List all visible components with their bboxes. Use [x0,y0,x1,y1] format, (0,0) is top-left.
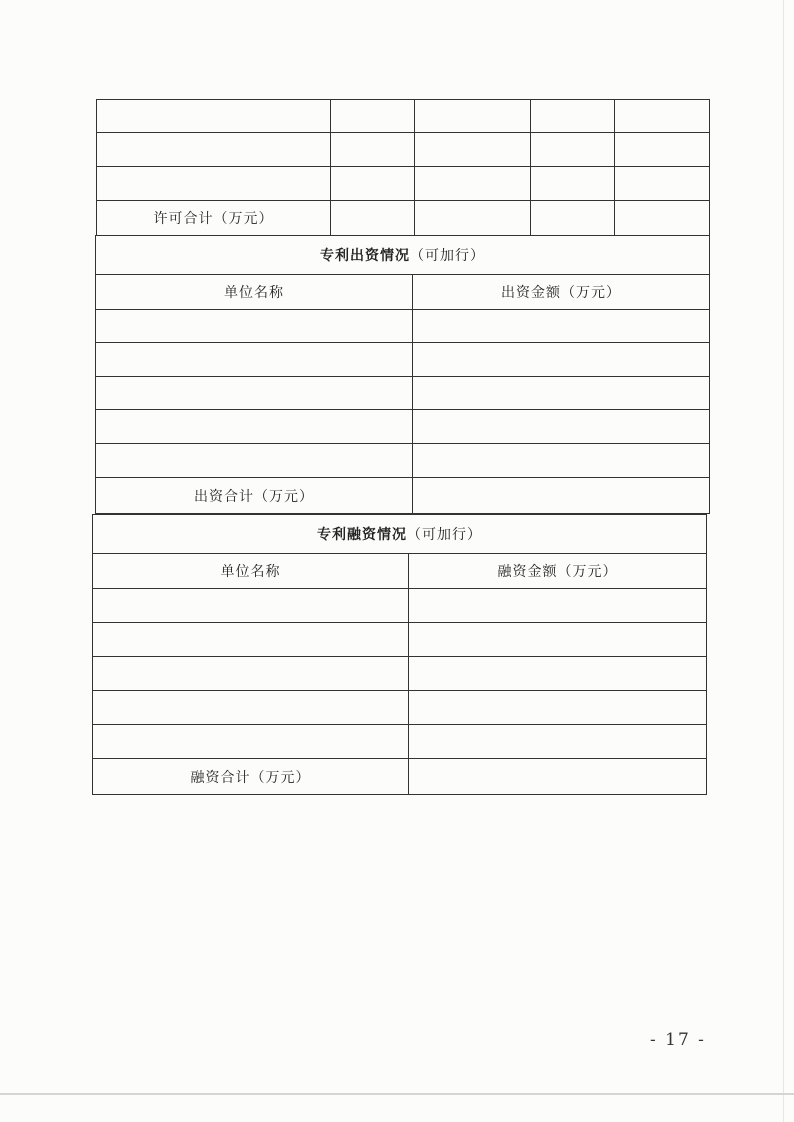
license-total-cell[interactable] [415,201,531,236]
license-cell[interactable] [331,100,415,133]
license-table [96,99,710,236]
financing-total-row [93,759,707,795]
financing-amount-cell[interactable] [409,623,707,657]
license-cell[interactable] [531,133,615,167]
license-cell[interactable] [615,100,710,133]
investment-row [96,377,710,410]
financing-unit-cell[interactable] [93,725,409,759]
license-cell[interactable] [331,133,415,167]
license-cell[interactable] [415,133,531,167]
investment-header-row [96,275,710,310]
investment-unit-cell[interactable] [96,343,413,377]
license-row [97,167,710,201]
license-total-cell[interactable] [331,201,415,236]
financing-amount-cell[interactable] [409,657,707,691]
financing-unit-cell[interactable] [93,589,409,623]
investment-section-title [96,236,710,275]
financing-row [93,589,707,623]
license-cell[interactable] [415,167,531,201]
financing-unit-cell[interactable] [93,623,409,657]
financing-row [93,725,707,759]
financing-amount-cell[interactable] [409,725,707,759]
investment-total-row [96,478,710,514]
license-cell[interactable] [615,133,710,167]
license-cell[interactable] [97,133,331,167]
financing-col-unit: 单位名称 [93,554,409,589]
license-total-row [97,201,710,236]
investment-amount-cell[interactable] [413,410,710,444]
financing-row [93,691,707,725]
investment-unit-cell[interactable] [96,310,413,343]
investment-title-text: 专利出资情况 [320,248,410,264]
license-total-cell[interactable] [615,201,710,236]
investment-row [96,444,710,478]
financing-amount-cell[interactable] [409,691,707,725]
license-cell[interactable] [331,167,415,201]
financing-section-title [93,515,707,554]
license-cell[interactable] [531,167,615,201]
license-cell[interactable] [415,100,531,133]
license-row [97,100,710,133]
scan-edge-line [783,0,784,1122]
financing-total-cell[interactable] [409,759,707,795]
investment-title-note: （可加行） [410,248,485,264]
investment-col-unit: 单位名称 [96,275,413,310]
investment-amount-cell[interactable] [413,343,710,377]
license-total-cell[interactable] [531,201,615,236]
financing-unit-cell[interactable] [93,657,409,691]
license-cell[interactable] [531,100,615,133]
investment-total-label: 出资合计（万元） [96,478,413,514]
financing-amount-cell[interactable] [409,589,707,623]
license-total-label: 许可合计（万元） [97,201,331,236]
financing-title-note: （可加行） [407,527,482,543]
financing-total-label: 融资合计（万元） [93,759,409,795]
license-cell[interactable] [97,100,331,133]
financing-row [93,623,707,657]
financing-header-row [93,554,707,589]
financing-unit-cell[interactable] [93,691,409,725]
investment-unit-cell[interactable] [96,377,413,410]
page-number: - 17 - [650,1030,706,1050]
license-row [97,133,710,167]
investment-row [96,410,710,444]
investment-title-row [96,236,710,275]
financing-title-row [93,515,707,554]
investment-col-amount: 出资金额（万元） [413,275,710,310]
investment-unit-cell[interactable] [96,410,413,444]
license-cell[interactable] [615,167,710,201]
financing-col-amount: 融资金额（万元） [409,554,707,589]
investment-row [96,343,710,377]
scan-bottom-line [0,1093,794,1095]
investment-amount-cell[interactable] [413,444,710,478]
investment-total-cell[interactable] [413,478,710,514]
financing-row [93,657,707,691]
investment-row [96,310,710,343]
financing-title-text: 专利融资情况 [317,527,407,543]
investment-amount-cell[interactable] [413,310,710,343]
investment-table [95,235,710,514]
investment-unit-cell[interactable] [96,444,413,478]
financing-table [92,514,707,795]
license-cell[interactable] [97,167,331,201]
investment-amount-cell[interactable] [413,377,710,410]
